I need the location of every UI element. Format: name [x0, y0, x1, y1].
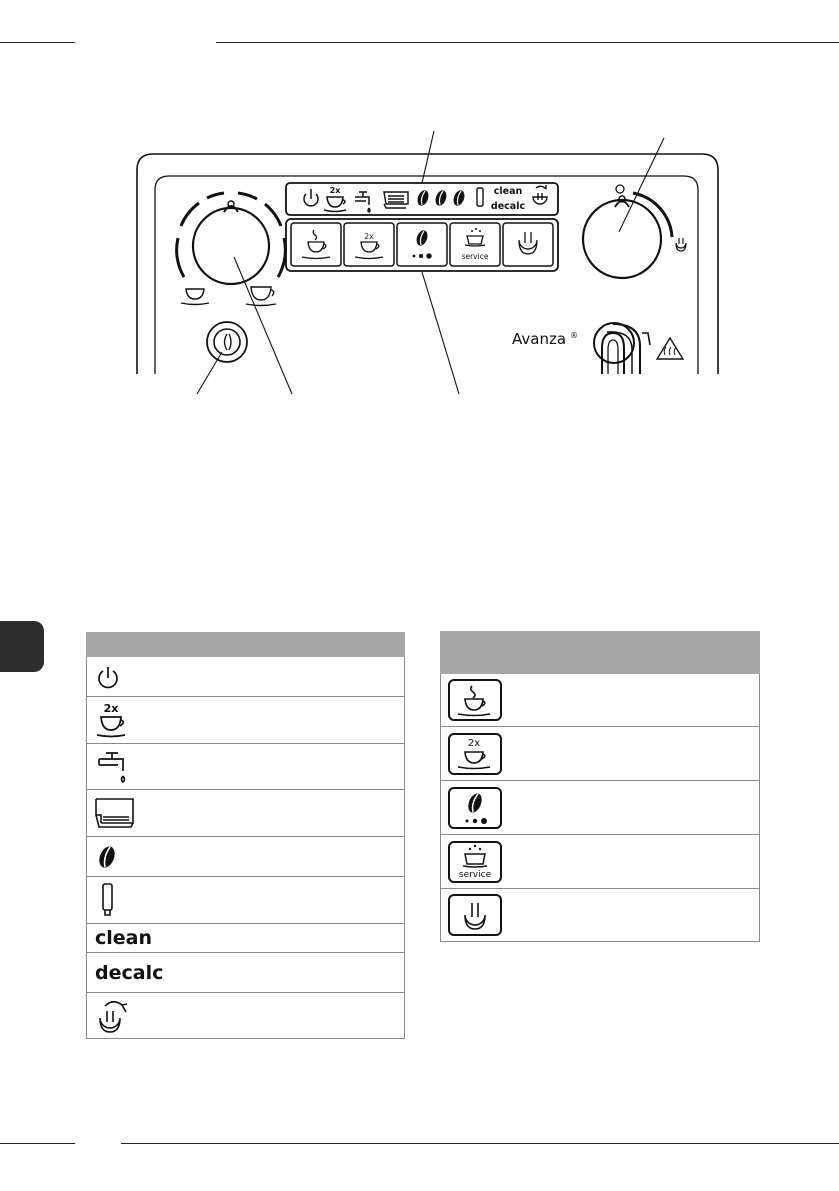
legend-row-decalc [87, 953, 405, 993]
service-button-icon [447, 840, 503, 884]
display-rotary-steam-icon [533, 185, 547, 204]
display-2x-label: 2x [329, 186, 341, 195]
legend-row-clean [87, 924, 405, 953]
small-cup-icon [181, 289, 209, 305]
clean-text: clean [95, 927, 153, 949]
display-tap-icon [355, 192, 370, 212]
display-power-icon [304, 189, 318, 206]
display-beans-icon [416, 189, 467, 207]
chapter-tab [0, 621, 44, 672]
service-button-label: service [458, 869, 492, 880]
steam-button[interactable] [503, 223, 553, 266]
legend-row-power [87, 657, 405, 697]
display-symbols-table [86, 632, 405, 1039]
double-cup-button[interactable] [344, 223, 394, 266]
double-cup-icon [93, 700, 133, 740]
leader-lines [197, 131, 664, 394]
steam-rotary-dial[interactable] [583, 196, 661, 278]
power-icon [93, 662, 123, 692]
hot-water-tap-icon [93, 747, 133, 787]
legend-row-rotary-steam [87, 993, 405, 1039]
legend-row-filter [87, 877, 405, 924]
drip-tray-icon [93, 793, 137, 833]
legend-row-double-cup-button [441, 727, 760, 781]
control-panel-illustration [0, 0, 839, 400]
double-cup-button-label: 2x [467, 737, 481, 749]
footer-rule-left [0, 1143, 75, 1144]
rotary-steam-icon [93, 996, 133, 1036]
single-cup-button[interactable] [291, 223, 341, 266]
legend-row-steam-button [441, 889, 760, 942]
brand-name: Avanza [512, 330, 567, 348]
left-rotary-dial[interactable] [193, 201, 269, 284]
legend-row-aroma-button [441, 781, 760, 835]
brand-registered-mark: ® [570, 331, 578, 340]
display-filter-icon [477, 188, 483, 206]
decalc-text: decalc [95, 961, 164, 984]
double-cup-label: 2x [103, 702, 119, 715]
display-double-cup-icon [324, 197, 346, 212]
legend-row-service-button [441, 835, 760, 889]
button-2x-label: 2x [364, 232, 374, 241]
double-cup-button-icon [447, 732, 503, 776]
steam-button-icon [447, 893, 503, 937]
filter-cartridge-icon [93, 880, 123, 920]
coffee-bean-icon [93, 842, 123, 872]
display-decalc-label: decalc [490, 201, 526, 212]
display-clean-label: clean [493, 186, 523, 197]
legend-row-hot-water [87, 744, 405, 790]
footer-rule-right [121, 1143, 839, 1144]
legend-row-single-cup-button [441, 674, 760, 727]
legend-row-drip-tray [87, 790, 405, 837]
display-tray-icon [384, 192, 408, 208]
legend-row-bean [87, 837, 405, 877]
hot-surface-warning-icon [657, 338, 683, 359]
single-cup-button-icon [447, 678, 503, 722]
power-button[interactable] [207, 322, 247, 362]
legend-row-double-cup [87, 697, 405, 744]
bean-strength-button-icon [447, 786, 503, 830]
button-service-label: service [461, 252, 489, 261]
button-symbols-table [440, 631, 760, 942]
